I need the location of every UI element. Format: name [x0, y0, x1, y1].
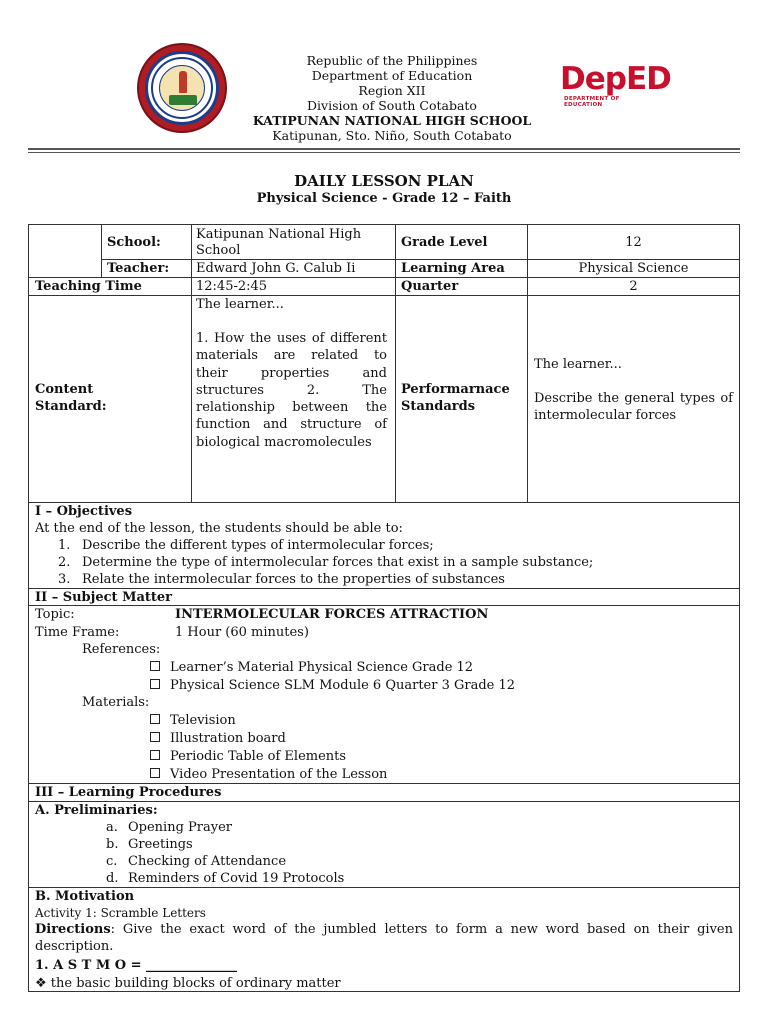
time-frame-label: Time Frame: [35, 625, 120, 640]
checkbox-icon [150, 768, 160, 778]
directions [35, 921, 733, 956]
school-address: Katipunan, Sto. Niño, South Cotabato [272, 128, 512, 143]
activity-title: Activity 1: Scramble Letters [35, 906, 206, 920]
content-standard-label-1: Content [35, 382, 94, 397]
checkbox-icon [150, 750, 160, 760]
letterhead-line-3: Region XII [358, 83, 426, 98]
teaching-time-label: Teaching Time [35, 279, 142, 294]
quarter-value: 2 [629, 279, 638, 294]
motivation-heading: B. Motivation [35, 889, 135, 904]
learning-area-label: Learning Area [401, 261, 505, 276]
performance-standards-intro: The learner... [534, 357, 622, 372]
content-standard-label-2: Standard: [35, 399, 107, 414]
performance-standards-label-1: Performarnace [401, 382, 510, 397]
material-item: Illustration board [150, 730, 286, 747]
quarter-label: Quarter [401, 279, 459, 294]
header-rule [28, 148, 740, 150]
material-item: Periodic Table of Elements [150, 748, 346, 765]
preliminary-item: Greetings [128, 837, 193, 852]
checkbox-icon [150, 661, 160, 671]
deped-logo-subtext: DEPARTMENT OF EDUCATION [564, 96, 620, 108]
performance-standards-label-2: Standards [401, 399, 476, 414]
materials-label: Materials: [82, 695, 150, 710]
directions-label: Directions [35, 922, 111, 937]
material-item: Video Presentation of the Lesson [150, 766, 387, 783]
learning-area-value: Physical Science [578, 261, 689, 276]
school-name: KATIPUNAN NATIONAL HIGH SCHOOL [252, 113, 532, 128]
content-standard-text: 1. How the uses of different materials are related to their properties and structures 2. The relationship between the function and structure of biological macromolecules [196, 331, 387, 450]
directions-text: : Give the exact word of the jumbled letters to form a new word based on their given description. [35, 922, 733, 955]
letterhead [200, 53, 584, 143]
preliminary-letter: a. [106, 820, 118, 835]
school-value-2: School [196, 243, 241, 258]
checkbox-icon [150, 714, 160, 724]
topic-label: Topic: [35, 607, 75, 622]
time-frame-value: 1 Hour (60 minutes) [175, 625, 309, 640]
preliminaries-heading: A. Preliminaries: [35, 803, 158, 818]
preliminary-item: Checking of Attendance [128, 854, 287, 869]
performance-standards-text: Describe the general types of intermolecular forces [534, 391, 733, 424]
preliminary-item: Reminders of Covid 19 Protocols [128, 871, 345, 886]
preliminary-item: Opening Prayer [128, 820, 232, 835]
deped-logo [560, 61, 671, 112]
school-value-1: Katipunan National High [196, 227, 362, 242]
objective-item: Relate the intermolecular forces to the properties of substances [82, 572, 505, 587]
header-rule-thin [28, 152, 740, 153]
school-label: School: [107, 235, 161, 250]
letterhead-line-4: Division of South Cotabato [307, 98, 477, 113]
teacher-label: Teacher: [107, 261, 170, 276]
objective-number: 2. [58, 555, 71, 570]
objective-item: Describe the different types of intermolecular forces; [82, 538, 434, 553]
deped-logo-text: DepED [560, 61, 671, 97]
topic-value: INTERMOLECULAR FORCES ATTRACTION [175, 607, 489, 622]
grade-level-label: Grade Level [401, 235, 488, 250]
reference-item: Learner’s Material Physical Science Grade 12 [150, 659, 473, 676]
references-label: References: [82, 642, 161, 657]
preliminary-letter: c. [106, 854, 118, 869]
learning-procedures-heading: III – Learning Procedures [35, 785, 222, 800]
letterhead-line-1: Republic of the Philippines [306, 53, 478, 68]
objective-number: 3. [58, 572, 71, 587]
scramble-item-1: 1. A S T M O = ______________ [35, 958, 238, 973]
page-subtitle: Physical Science - Grade 12 – Faith [256, 191, 512, 206]
subject-matter-heading: II – Subject Matter [35, 590, 173, 605]
content-standard-intro: The learner... [196, 297, 284, 312]
checkbox-icon [150, 732, 160, 742]
objective-number: 1. [58, 538, 71, 553]
reference-item: Physical Science SLM Module 6 Quarter 3 Grade 12 [150, 677, 515, 694]
preliminary-letter: b. [106, 837, 119, 852]
objectives-heading: I – Objectives [35, 504, 133, 519]
preliminary-letter: d. [106, 871, 119, 886]
checkbox-icon [150, 679, 160, 689]
page-title: DAILY LESSON PLAN [294, 172, 474, 190]
teacher-value: Edward John G. Calub Ii [196, 261, 356, 276]
material-item: Television [150, 712, 236, 729]
scramble-item-1-hint: ❖ the basic building blocks of ordinary matter [35, 976, 341, 991]
objectives-intro: At the end of the lesson, the students should be able to: [35, 521, 403, 536]
grade-level-value: 12 [625, 235, 642, 250]
letterhead-line-2: Department of Education [311, 68, 473, 83]
objective-item: Determine the type of intermolecular forces that exist in a sample substance; [82, 555, 594, 570]
teaching-time-value: 12:45-2:45 [196, 279, 268, 294]
